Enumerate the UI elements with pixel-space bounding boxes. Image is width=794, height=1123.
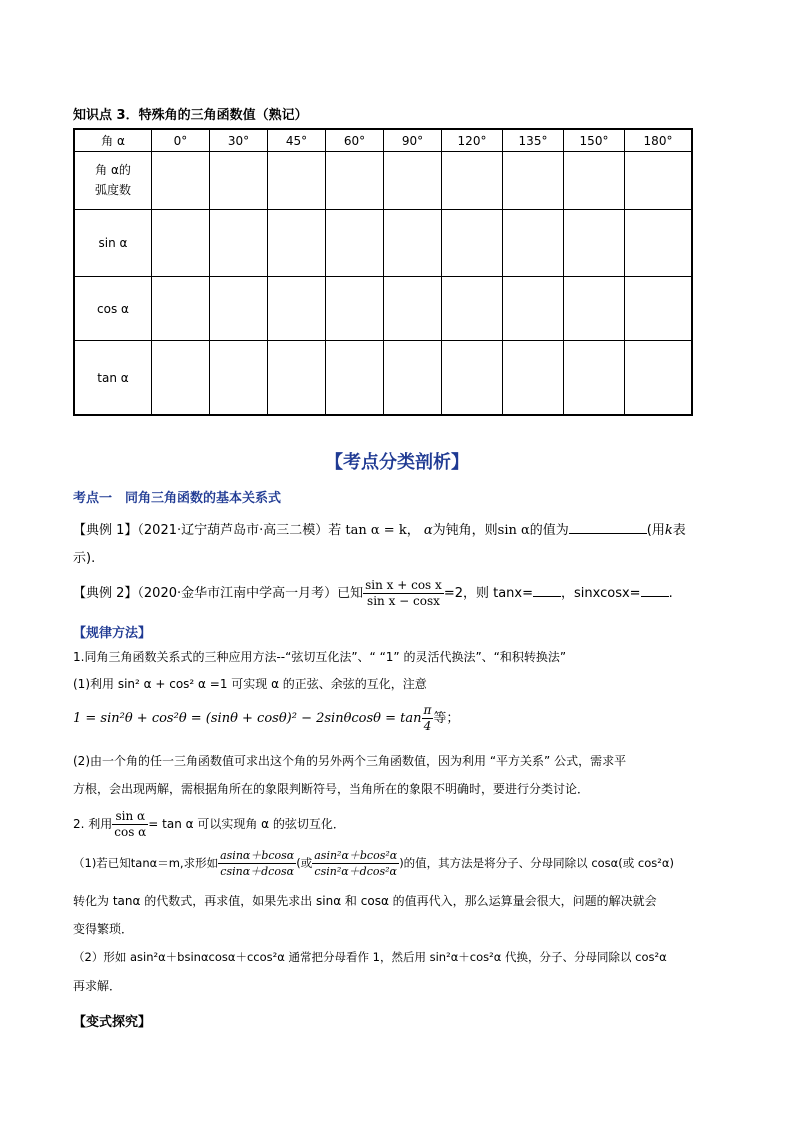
angle-header-45: 45°	[268, 129, 326, 152]
variant-tag: 【变式探究】	[73, 1015, 152, 1030]
angle-header-60: 60°	[326, 129, 384, 152]
example1-line1: 【典例 1】（2021·辽宁葫芦岛市·高三二模）若 tan α = k， α为钝角，则sin α的值为 (用k表	[73, 523, 686, 538]
angle-header-180: 180°	[625, 129, 693, 152]
example2-source: （2020·金华市江南中学高一月考）已知	[137, 586, 364, 601]
example1-sin-alpha: sin α	[497, 523, 530, 538]
angle-header-90: 90°	[384, 129, 442, 152]
example1-source: （2021·辽宁葫芦岛市·高三二模）若	[137, 523, 342, 538]
row-label-sin: sin α	[74, 209, 152, 276]
angle-header-150: 150°	[564, 129, 625, 152]
table-row-radian	[74, 152, 692, 209]
trig-values-table	[73, 128, 693, 416]
rules-p7: （1)若已知tanα＝m,求形如 $\frac{asin\alpha+bcos\alpha}{csin\alpha+dcos\alpha}$ (或 $\frac{\text{asin²α＋bcos²α}}{\text{csin²α＋dcos²α}}$ )的值，其方法是将分子、分母同除以 cosα(或 cos²α)	[73, 849, 674, 878]
example2-line: 【典例 2】（2020·金华市江南中学高一月考）已知 $\frac{\text{sin x + cos x}}{\text{sin x − cosx}}$ =2，则 tanx= ，sinxcosx= .	[73, 578, 673, 608]
example1-answer-blank	[569, 533, 647, 534]
rules-p6: 2. 利用 $\frac{\text{sin α}}{\text{cos α}}$ = tan α 可以实现角 α 的弦切互化．	[73, 809, 345, 839]
rules-p1: 1.同角三角函数关系式的三种应用方法--“弦切互化法”、“ “1” 的灵活代换法”、“和积转换法”	[73, 650, 567, 664]
rules-p4: (2)由一个角的任一三角函数值可求出这个角的另外两个三角函数值，因为利用 “平方关系” 公式，需求平	[73, 754, 627, 768]
rules-sin-over-cos: $\frac{\text{sin α}}{\text{cos α}}$	[114, 809, 147, 839]
example2-fraction: $\frac{\text{sin x + cos x}}{\text{sin x − cosx}}$	[365, 578, 442, 608]
kaodian1-title: 考点一 同角三角函数的基本关系式	[73, 491, 282, 506]
rules-p8: 转化为 tanα 的代数式，再求值，如果先求出 sinα 和 cosα 的值再代入，那么运算量会很大，问题的解决就会	[73, 894, 657, 908]
table-row-sin	[74, 209, 692, 276]
rules-p5: 方根，会出现两解，需根据角所在的象限判断符号，当角所在的象限不明确时，要进行分类讨论．	[73, 782, 590, 796]
example2-blank-tan	[533, 596, 561, 597]
rules-identity: 1 = sin²θ + cos²θ = (sinθ + cosθ)² − 2sinθcosθ = tan $\frac{\pi}{4}$ 等；	[73, 703, 460, 733]
example1-alpha: α	[423, 523, 433, 538]
table-corner-cell: 角 α	[74, 129, 152, 152]
table-row-cos	[74, 277, 692, 341]
rules-fraction-2: $\frac{\text{asin²α＋bcos²α}}{\text{csin²α＋dcos²α}}$	[314, 849, 398, 878]
section-heading: 【考点分类剖析】	[325, 452, 469, 473]
angle-header-30: 30°	[210, 129, 268, 152]
kp3-title: 知识点 3．特殊角的三角函数值（熟记）	[73, 108, 308, 123]
row-label-radian	[74, 152, 152, 209]
rules-p2: (1)利用 sin² α + cos² α =1 可实现 α 的正弦、余弦的互化，注意	[73, 677, 427, 691]
angle-header-0: 0°	[152, 129, 210, 152]
example2-tag: 【典例 2】	[73, 586, 138, 601]
rules-p11: 再求解．	[73, 979, 122, 993]
rules-p9: 变得繁琐．	[73, 922, 134, 936]
angle-header-135: 135°	[503, 129, 564, 152]
row-label-cos: cos α	[74, 277, 152, 341]
rules-p10: （2）形如 asin²α＋bsinαcosα＋ccos²α 通常把分母看作 1，然后用 sin²α＋cos²α 代换，分子、分母同除以 cos²α	[73, 950, 667, 964]
rules-pi-over-4: $\frac{\pi}{4}$	[423, 703, 432, 733]
example2-blank-sincos	[641, 596, 669, 597]
rules-fraction-1: $\frac{asin\alpha+bcos\alpha}{csin\alpha+dcos\alpha}$	[220, 849, 295, 878]
table-header-row	[74, 129, 692, 152]
example1-condition: tan α = k	[345, 523, 407, 538]
rules-tag: 【规律方法】	[73, 626, 152, 641]
example1-line2: 示).	[73, 551, 96, 566]
row-label-tan: tan α	[74, 341, 152, 415]
example1-tag: 【典例 1】	[73, 523, 138, 538]
row-label-radian-line2: 弧度数	[94, 183, 131, 198]
table-row-tan	[74, 341, 692, 415]
angle-header-120: 120°	[442, 129, 503, 152]
row-label-radian-line1: 角 α的	[95, 163, 131, 178]
